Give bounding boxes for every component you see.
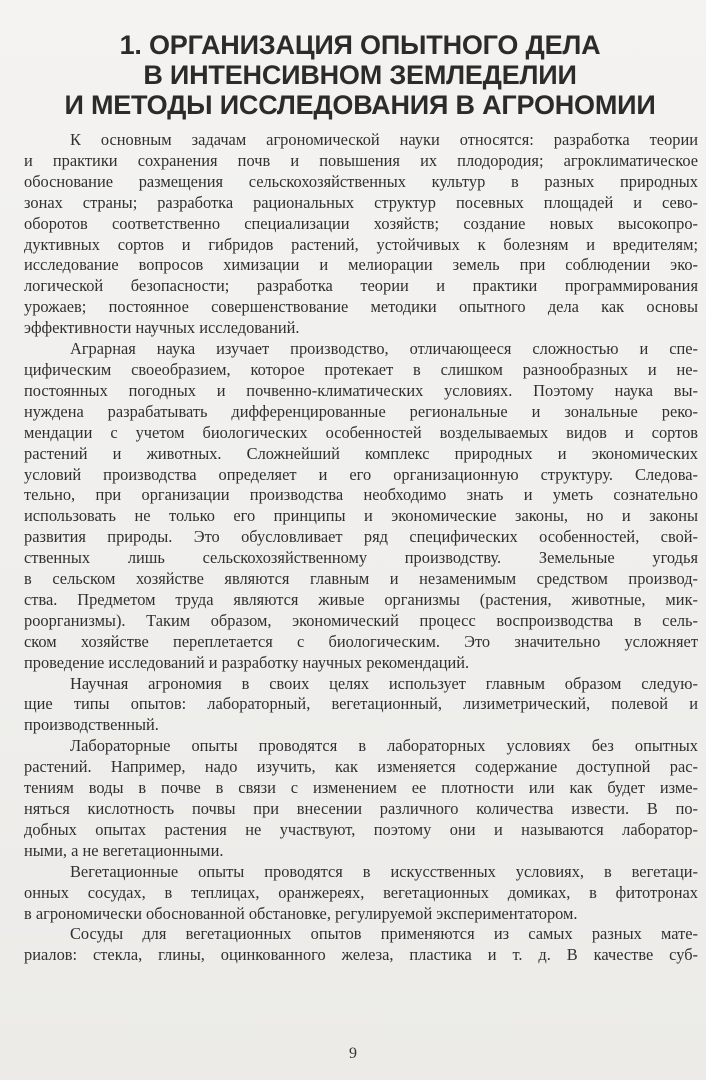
heading-line: И МЕТОДЫ ИССЛЕДОВАНИЯ В АГРОНОМИИ	[64, 90, 656, 120]
text-line: риалов: стекла, глины, оцинкованного железа, пластика и т. д. В качестве суб-	[24, 945, 698, 965]
text-line: использовать не только его принципы и экономические законы, но и законы	[24, 506, 698, 526]
text-line: Сосуды для вегетационных опытов применяются из самых разных мате-	[70, 924, 698, 944]
text-line: постоянных погодных и почвенно-климатических условиях. Поэтому наука вы-	[24, 380, 698, 400]
text-line: логической безопасности; разработка теории и практики программирования	[24, 276, 698, 296]
paragraph	[24, 862, 698, 925]
text-line: развития природы. Это обусловливает ряд специфических особенностей, свой-	[24, 527, 698, 547]
text-line: растений и животных. Сложнейший комплекс природных и экономических	[24, 443, 698, 463]
text-line: онных сосудах, в теплицах, оранжереях, вегетационных домиках, в фитотронах	[24, 882, 698, 902]
text-line: цифическим своеобразием, которое протекает в слишком разнообразных и не-	[24, 359, 698, 379]
text-line: Вегетационные опыты проводятся в искусственных условиях, в вегетаци-	[70, 861, 698, 881]
text-line: производственный.	[24, 715, 159, 735]
text-line: проведение исследований и разработку научных рекомендаций.	[24, 652, 470, 672]
paragraph	[24, 339, 698, 674]
text-line: няться кислотность почвы при внесении различного количества извести. В по-	[24, 799, 698, 818]
text-line: в сельском хозяйстве являются главным и незаменимым средством производ-	[24, 569, 698, 589]
heading-line: В ИНТЕНСИВНОМ ЗЕМЛЕДЕЛИИ	[143, 60, 577, 90]
text-line: мендации с учетом биологических особенностей возделываемых видов и сортов	[24, 422, 698, 442]
text-line: в агрономически обоснованной обстановке, регулируемой экспериментатором.	[24, 903, 578, 923]
text-line: ства. Предметом труда являются живые организмы (растения, животные, мик-	[24, 589, 698, 609]
text-line: ственных лишь сельскохозяйственному производству. Земельные угодья	[24, 548, 698, 568]
paragraph	[24, 674, 698, 737]
text-line: К основным задачам агрономической науки относятся: разработка теории	[70, 130, 698, 149]
text-line: эффективности научных исследований.	[24, 318, 300, 338]
text-line: зонах страны; разработка рациональных структур посевных площадей и сево-	[24, 192, 698, 212]
text-line: ском хозяйстве переплетается с биологическим. Это значительно усложняет	[24, 631, 698, 651]
text-line: исследование вопросов химизации и мелиорации земель при соблюдении эко-	[24, 255, 698, 275]
text-line: обоснование размещения сельскохозяйственных культур в разных природных	[24, 171, 698, 191]
paragraph	[24, 736, 698, 861]
text-line: и практики сохранения почв и повышения их плодородия; агроклиматическое	[24, 150, 698, 170]
paragraph	[24, 130, 698, 339]
text-line: тельно, при организации производства необходимо знать и уметь сознательно	[24, 485, 698, 505]
text-line: оборотов соответственно специализации хозяйств; создание новых высокопро-	[24, 213, 698, 233]
paragraph	[24, 924, 698, 966]
text-line: нуждена разрабатывать дифференцированные региональные и зональные реко-	[24, 401, 698, 421]
text-line: щие типы опытов: лабораторный, вегетационный, лизиметрический, полевой и	[24, 694, 698, 714]
text-line: роорганизмы). Таким образом, экономический процесс воспроизводства в сель-	[24, 610, 698, 630]
text-line: Аграрная наука изучает производство, отличающееся сложностью и спе-	[70, 339, 698, 359]
text-line: дуктивных сортов и гибридов растений, устойчивых к болезням и вредителям;	[24, 234, 698, 254]
text-line: урожаев; постоянное совершенствование методики опытного дела как основы	[24, 297, 698, 317]
heading-line: 1. ОРГАНИЗАЦИЯ ОПЫТНОГО ДЕЛА	[119, 30, 601, 60]
body-text	[24, 130, 698, 966]
text-line: тениям воды в почве в связи с изменением ее плотности или как будет изме-	[24, 778, 698, 798]
text-line: условий производства определяет и его организационную структуру. Следова-	[24, 464, 698, 484]
text-line: Лабораторные опыты проводятся в лабораторных условиях без опытных	[70, 736, 698, 756]
text-line: добных опытах растения не участвуют, поэтому они и называются лаборатор-	[24, 819, 698, 839]
page-number: 9	[349, 1045, 357, 1062]
text-line: Научная агрономия в своих целях использует главным образом следую-	[70, 673, 698, 693]
text-line: растений. Например, надо изучить, как изменяется содержание доступной рас-	[24, 757, 698, 777]
chapter-heading	[40, 30, 680, 120]
text-line: ными, а не вегетационными.	[24, 840, 224, 860]
